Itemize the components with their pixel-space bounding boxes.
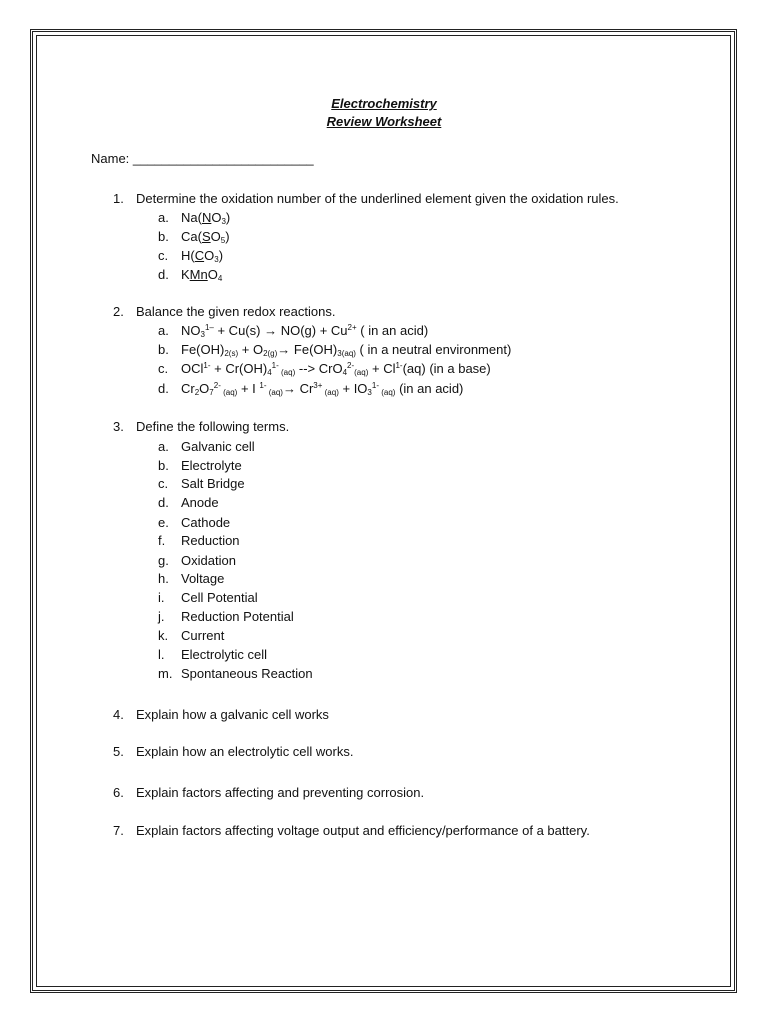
- question-7-text: Explain factors affecting voltage output and efficiency/performance of a battery.: [136, 823, 590, 838]
- q3-item-letter: f.: [158, 533, 166, 548]
- question-3-number: 3.: [113, 419, 124, 434]
- question-3-text: Define the following terms.: [136, 419, 290, 434]
- q2-item-letter: b.: [158, 342, 169, 357]
- q3-item-letter: i.: [158, 590, 165, 605]
- q1-item-letter: a.: [158, 210, 169, 225]
- q2-item-letter: c.: [158, 361, 169, 376]
- q3-term: Reduction Potential: [181, 609, 294, 624]
- question-7-number: 7.: [113, 823, 124, 838]
- q3-term: Cell Potential: [181, 590, 258, 605]
- worksheet-subtitle: Review Worksheet: [326, 114, 442, 129]
- q3-term: Current: [181, 628, 225, 643]
- q3-term: Anode: [181, 495, 219, 510]
- q3-term: Reduction: [181, 533, 240, 548]
- q3-item-letter: m.: [158, 666, 173, 681]
- q3-term: Cathode: [181, 515, 231, 530]
- arrow-right-icon: →: [264, 323, 278, 338]
- q3-term: Electrolyte: [181, 458, 242, 473]
- q3-item-letter: c.: [158, 476, 169, 491]
- q3-item-letter: a.: [158, 439, 169, 454]
- q3-term: Salt Bridge: [181, 476, 245, 491]
- q2-item-letter: d.: [158, 381, 169, 396]
- q3-item-letter: k.: [158, 628, 169, 643]
- q3-item-letter: e.: [158, 515, 169, 530]
- q1-item-a: $Na(NO_3)$: [181, 210, 231, 226]
- q3-term: Oxidation: [181, 553, 236, 568]
- q3-term: Spontaneous Reaction: [181, 666, 313, 681]
- q1-item-letter: b.: [158, 229, 169, 244]
- q2-reaction-a: $NO_3^{1-} + Cu(s) \to NO(g) + Cu^{2+}$ ( in an acid): [181, 323, 429, 339]
- q3-item-letter: g.: [158, 553, 169, 568]
- q3-item-letter: j.: [158, 609, 165, 624]
- question-1-text: Determine the oxidation number of the underlined element given the oxidation rules.: [136, 191, 619, 206]
- q3-item-letter: l.: [158, 647, 165, 662]
- q2-reaction-c: $OCl^{1-} + Cr(OH)_4^{1-}$ $_{(aq)}$ --> $CrO_4^{2-}_{(aq)} + Cl^{1-}(aq)$ (in a base): [181, 361, 491, 377]
- arrow-right-icon: →: [277, 342, 291, 357]
- question-6-number: 6.: [113, 785, 124, 800]
- question-2-number: 2.: [113, 304, 124, 319]
- q2-reaction-b: $Fe(OH)_{2(s)} + O_{2(g)}\to Fe(OH)_{3(aq)}$ ( in a neutral environment): [181, 342, 512, 358]
- q3-term: Electrolytic cell: [181, 647, 267, 662]
- q3-term: Galvanic cell: [181, 439, 255, 454]
- name-field-label: Name: _________________________: [91, 151, 314, 166]
- question-1-number: 1.: [113, 191, 124, 206]
- q3-item-letter: d.: [158, 495, 169, 510]
- arrow-right-icon: →: [282, 381, 296, 396]
- q1-item-d: KMnO$_4$: [181, 267, 223, 283]
- question-5-number: 5.: [113, 744, 124, 759]
- question-2-text: Balance the given redox reactions.: [136, 304, 336, 319]
- q2-reaction-d: $Cr_2O_7^{2-}$ $_{(aq)}$ + I $^{1-}$ $_{(aq)}\to Cr^{3+}$ $_{(aq)} + IO_3^{1-}$ $_{(aq)}$ (in an acid): [181, 381, 464, 397]
- q2-item-letter: a.: [158, 323, 169, 338]
- question-4-text: Explain how a galvanic cell works: [136, 707, 329, 722]
- question-6-text: Explain factors affecting and preventing corrosion.: [136, 785, 425, 800]
- q3-term: Voltage: [181, 571, 225, 586]
- q1-item-letter: c.: [158, 248, 169, 263]
- q3-item-letter: h.: [158, 571, 169, 586]
- q1-item-b: $Ca(SO_5)$: [181, 229, 230, 245]
- q1-item-c: $H(CO_3)$: [181, 248, 224, 264]
- question-5-text: Explain how an electrolytic cell works.: [136, 744, 354, 759]
- page-border-inner: [36, 35, 731, 987]
- q3-item-letter: b.: [158, 458, 169, 473]
- question-4-number: 4.: [113, 707, 124, 722]
- q1-item-letter: d.: [158, 267, 169, 282]
- worksheet-title: Electrochemistry: [331, 96, 437, 111]
